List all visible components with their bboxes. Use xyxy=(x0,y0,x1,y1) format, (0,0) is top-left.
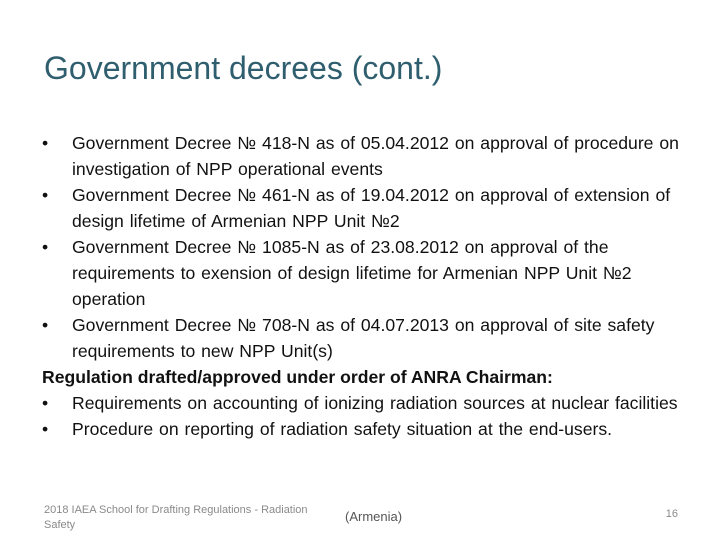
bullet-text: Procedure on reporting of radiation safety situation at the end-users. xyxy=(72,419,613,439)
bullet-text: Government Decree № 1085-N as of 23.08.2012 on approval of the requirements to exension of design lifetime for Armenian NPP Unit №2 operation xyxy=(72,237,632,309)
bullet-text: Requirements on accounting of ionizing radiation sources at nuclear facilities xyxy=(72,393,678,413)
bullet-dot-icon: • xyxy=(42,133,49,153)
section-subheading: Regulation drafted/approved under order of ANRA Chairman: xyxy=(42,367,553,387)
bullet-dot-icon: • xyxy=(42,419,49,439)
bullet-dot-icon: • xyxy=(42,185,49,205)
slide-body xyxy=(42,130,692,442)
slide-title: Government decrees (cont.) xyxy=(44,50,443,86)
bullet-dot-icon: • xyxy=(42,315,49,335)
bullet-text: Government Decree № 708-N as of 04.07.2013 on approval of site safety requirements to new NPP Unit(s) xyxy=(72,315,655,361)
bullet-item xyxy=(42,182,692,234)
bullet-item xyxy=(42,234,692,312)
footer-event-name: 2018 IAEA School for Drafting Regulations - Radiation Safety xyxy=(44,504,308,531)
bullet-text: Government Decree № 418-N as of 05.04.2012 on approval of procedure on investigation of NPP operational events xyxy=(72,133,679,179)
bullet-item xyxy=(42,312,692,364)
bullet-item xyxy=(42,416,692,442)
bullet-dot-icon: • xyxy=(42,393,49,413)
bullet-item xyxy=(42,390,692,416)
page-number: 16 xyxy=(665,508,678,520)
bullet-text: Government Decree № 461-N as of 19.04.2012 on approval of extension of design lifetime of Armenian NPP Unit №2 xyxy=(72,185,671,231)
bullet-dot-icon: • xyxy=(42,237,49,257)
bullet-item xyxy=(42,130,692,182)
footer-country: (Armenia) xyxy=(345,509,403,524)
